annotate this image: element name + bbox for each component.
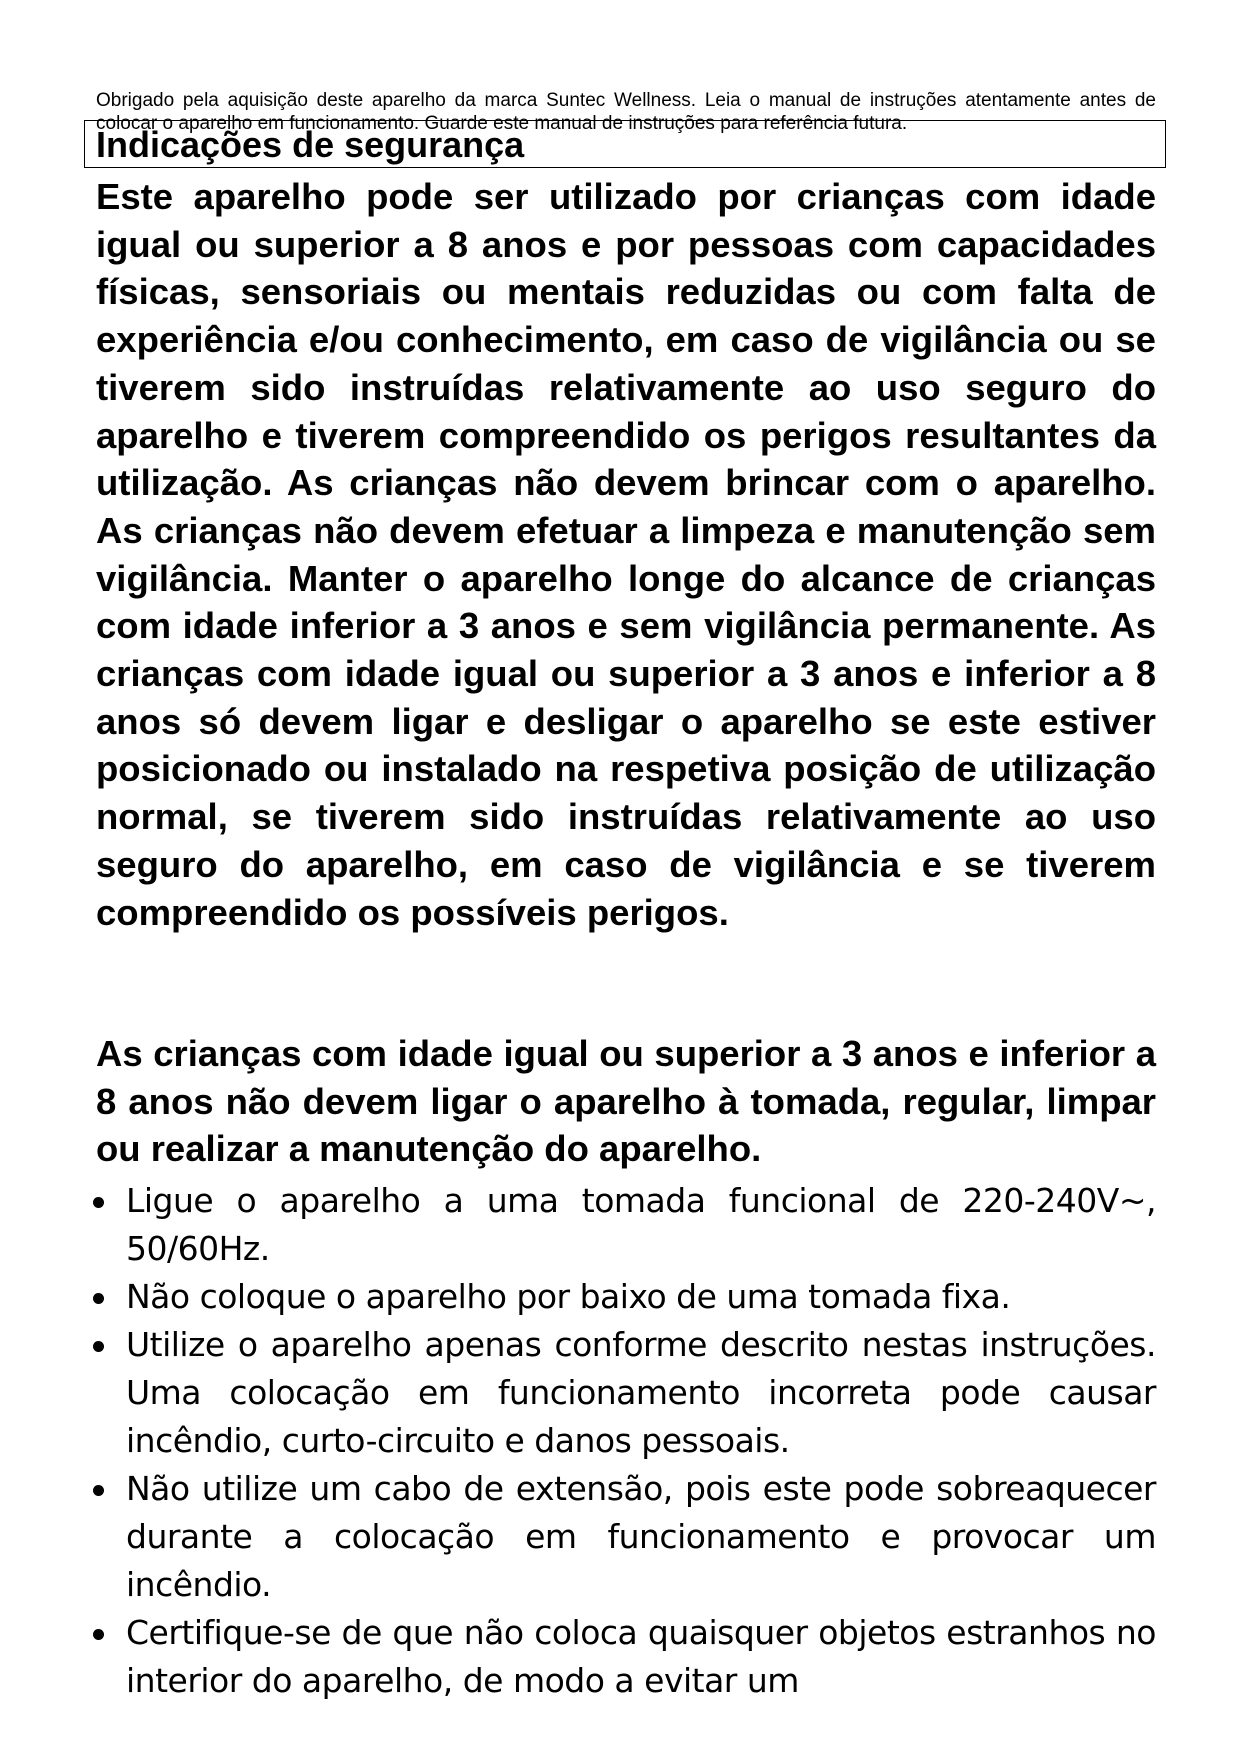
bullet-text: Utilize o aparelho apenas conforme descrito nestas instruções. Uma colocação em funcionamento incorreta pode causar incêndio, curto-circuito e danos pessoais. (126, 1325, 1156, 1460)
bullet-dot-icon (93, 1629, 104, 1640)
bullet-dot-icon (93, 1341, 104, 1352)
bullet-text: Não coloque o aparelho por baixo de uma tomada fixa. (126, 1277, 1011, 1316)
intro-paragraph: Obrigado pela aquisição deste aparelho da marca Suntec Wellness. Leia o manual de instruções atentamente antes de colocar o aparelho em funcionamento. Guarde este manual de instruções para referência futura. (96, 90, 1156, 134)
bullet-item (0, 1321, 1156, 1465)
safety-warning-paragraph: Este aparelho pode ser utilizado por crianças com idade igual ou superior a 8 anos e por pessoas com capacidades físicas, sensoriais ou mentais reduzidas ou com falta de experiência e/ou conhecimento, em caso de vigilância ou se tiverem sido instruídas relativamente ao uso seguro do aparelho e tiverem compreendido os perigos resultantes da utilização. As crianças não devem brincar com o aparelho. As crianças não devem efetuar a limpeza e manutenção sem vigilância. Manter o aparelho longe do alcance de crianças com idade inferior a 3 anos e sem vigilância permanente. As crianças com idade igual ou superior a 3 anos e inferior a 8 anos só devem ligar e desligar o aparelho se este estiver posicionado ou instalado na respetiva posição de utilização normal, se tiverem sido instruídas relativamente ao uso seguro do aparelho, em caso de vigilância e se tiverem compreendido os possíveis perigos. (96, 176, 1156, 933)
bullet-item (0, 1273, 1156, 1321)
bullet-item (0, 1465, 1156, 1609)
bullet-dot-icon (93, 1197, 104, 1208)
bullet-text: Não utilize um cabo de extensão, pois este pode sobreaquecer durante a colocação em funcionamento e provocar um incêndio. (126, 1469, 1156, 1604)
section-title: Indicações de segurança (96, 124, 525, 165)
section-heading-box (84, 120, 1166, 168)
child-restriction-paragraph: As crianças com idade igual ou superior a 3 anos e inferior a 8 anos não devem ligar o aparelho à tomada, regular, limpar ou realizar a manutenção do aparelho. (96, 1033, 1156, 1170)
bullet-dot-icon (93, 1485, 104, 1496)
bullet-text: Certifique-se de que não coloca quaisquer objetos estranhos no interior do aparelho, de modo a evitar um (126, 1613, 1156, 1700)
safety-bullet-list (0, 1177, 1241, 1705)
bullet-item (0, 1177, 1156, 1273)
bullet-text: Ligue o aparelho a uma tomada funcional de 220-240V~, 50/60Hz. (126, 1181, 1156, 1268)
bullet-dot-icon (93, 1293, 104, 1304)
bullet-item (0, 1609, 1156, 1705)
